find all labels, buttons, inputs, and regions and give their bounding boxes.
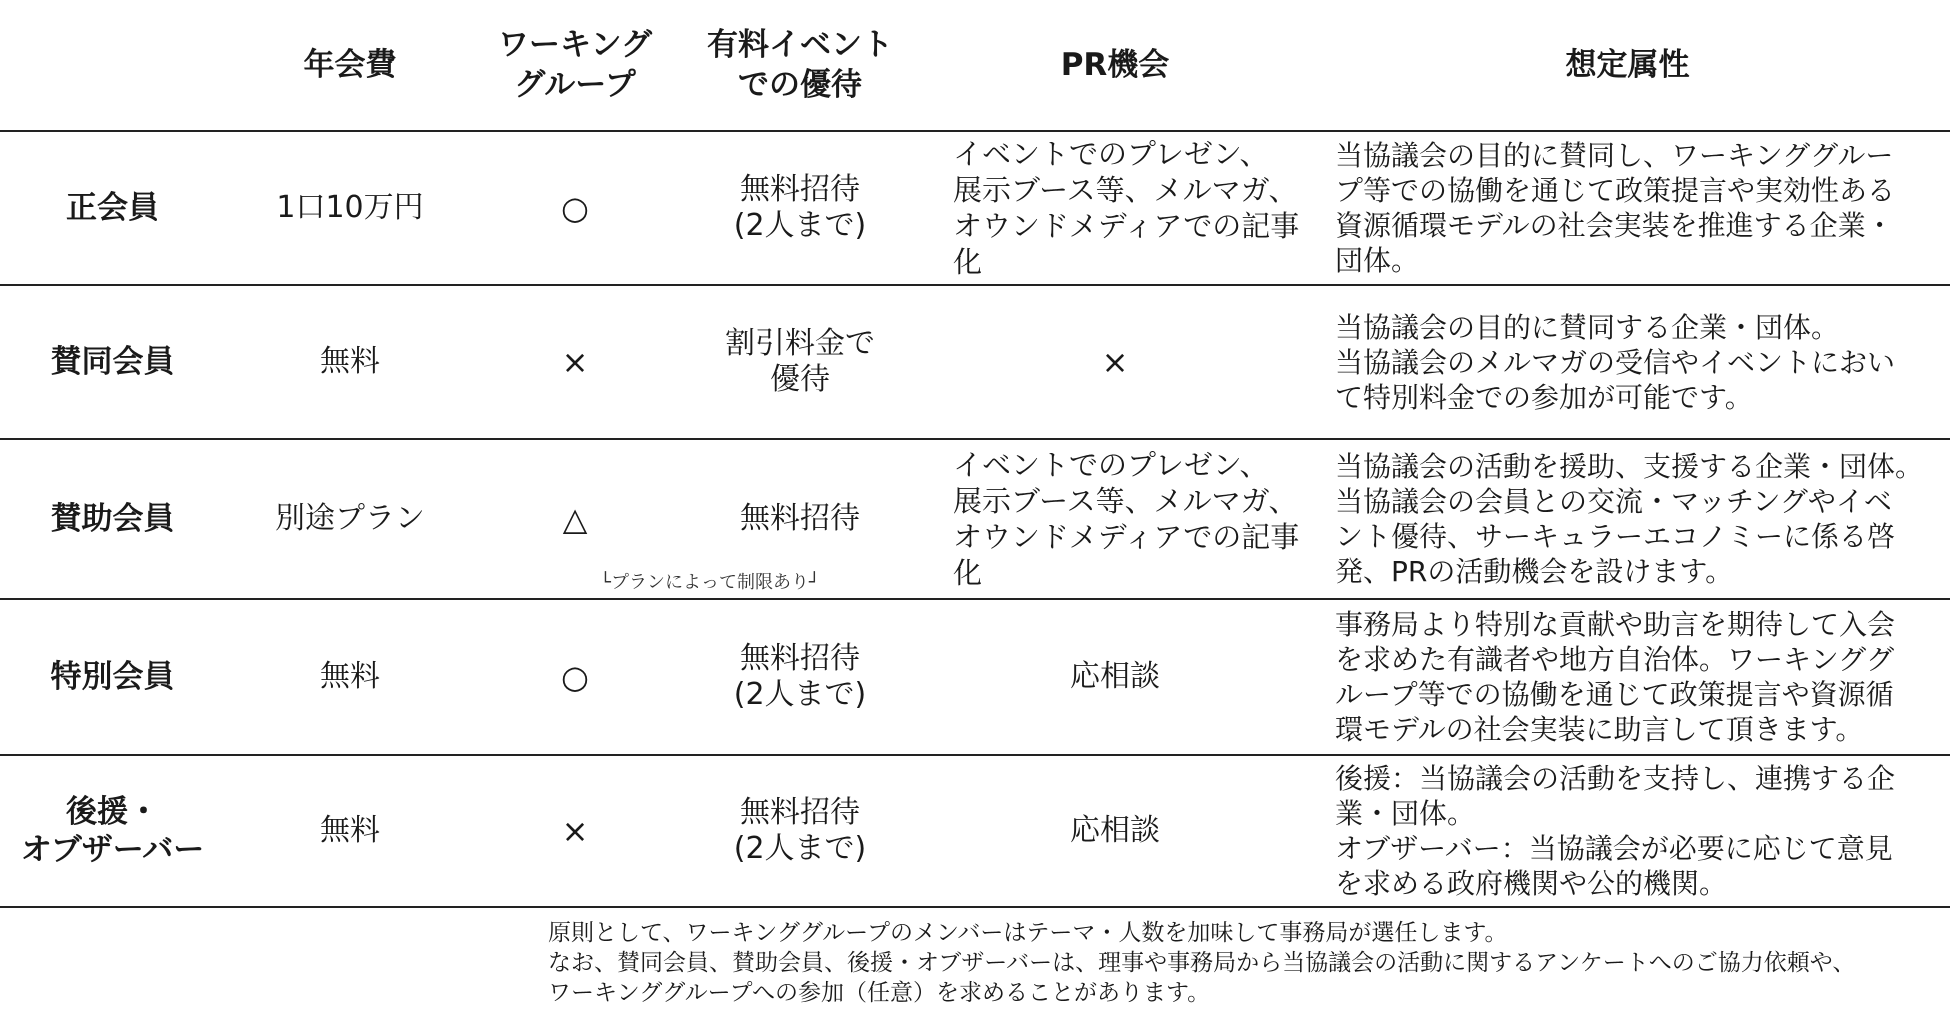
event-benefit-line: 無料招待: [740, 501, 860, 536]
annual-fee-cell: 無料: [225, 755, 475, 907]
member-type-line: 特別会員: [50, 659, 175, 695]
header-event-line1: 有料イベント: [707, 27, 893, 63]
event-benefit-cell: [600, 439, 925, 599]
footnote-line: なお、賛同会員、賛助会員、後援・オブザーバーは、理事や事務局から当協議会の活動に関するアンケートへのご協力依頼や、: [548, 950, 1856, 976]
expected-attributes-line: を求めた有識者や地方自治体。ワーキンググ: [1335, 643, 1895, 676]
footnote-line: 原則として、ワーキンググループのメンバーはテーマ・人数を加味して事務局が選任します。: [548, 920, 1508, 946]
pr-opportunity-cell: [925, 599, 1305, 755]
member-type-line: 後援・: [66, 794, 159, 830]
pr-opportunity-cell: [925, 285, 1305, 439]
event-benefit-line: 優待: [770, 362, 830, 397]
annual-fee-cell: 別途プラン: [225, 439, 475, 599]
member-type-cell: [0, 131, 225, 285]
expected-attributes-cell: [1305, 285, 1950, 439]
expected-attributes-line: 環モデルの社会実装に助言して頂きます。: [1335, 713, 1864, 746]
member-type-cell: [0, 599, 225, 755]
expected-attributes-line: ループ等での協働を通じて政策提言や資源循: [1335, 678, 1894, 711]
working-group-mark: ×: [475, 285, 675, 439]
expected-attributes-line: 資源循環モデルの社会実装を推進する企業・: [1335, 209, 1894, 242]
pr-opportunity-line: ×: [1101, 343, 1129, 381]
expected-attributes-line: 団体。: [1335, 244, 1420, 277]
expected-attributes-text: [1305, 607, 1950, 747]
working-group-mark: ○: [475, 599, 675, 755]
pr-opportunity-line: オウンドメディアでの記事化: [953, 209, 1300, 279]
member-type-line: 賛助会員: [50, 501, 175, 537]
pr-opportunity-line: 応相談: [1070, 813, 1160, 848]
annual-fee-cell: 無料: [225, 285, 475, 439]
expected-attributes-text: [1305, 449, 1950, 589]
expected-attributes-cell: [1305, 131, 1950, 285]
expected-attributes-cell: [1305, 439, 1950, 599]
member-type-line: 正会員: [66, 190, 159, 226]
pr-opportunity-cell: [925, 439, 1305, 599]
event-benefit-line: (2人まで): [733, 208, 867, 243]
expected-attributes-line: て特別料金での参加が可能です。: [1335, 380, 1753, 414]
working-group-mark: ×: [475, 755, 675, 907]
header-working-group-line2: グループ: [514, 67, 636, 103]
plan-limit-note: └プランによって制限あり┘: [600, 572, 820, 593]
expected-attributes-line: 当協議会の目的に賛同し、ワーキンググルー: [1335, 139, 1894, 172]
header-type: [0, 0, 225, 131]
pr-opportunity-cell: [925, 131, 1305, 285]
pr-opportunity-line: 展示ブース等、メルマガ、: [953, 484, 1298, 518]
event-benefit-line: 割引料金で: [725, 326, 875, 361]
expected-attributes-text: [1305, 761, 1950, 901]
table-row: [0, 131, 1950, 285]
footnote-line: ワーキンググループへの参加（任意）を求めることがあります。: [548, 980, 1211, 1006]
expected-attributes-line: プ等での協働を通じて政策提言や実効性ある: [1335, 174, 1896, 207]
expected-attributes-line: 後援：当協議会の活動を支持し、連携する企: [1335, 762, 1896, 795]
header-working-group-line1: ワーキング: [497, 27, 653, 63]
event-benefit-line: (2人まで): [733, 831, 867, 866]
pr-opportunity-text: [925, 447, 1305, 591]
event-benefit-cell: [675, 755, 925, 907]
expected-attributes-line: オブザーバー：当協議会が必要に応じて意見: [1335, 832, 1893, 865]
event-benefit-cell: [675, 131, 925, 285]
annual-fee-cell: 無料: [225, 599, 475, 755]
table-row: [0, 439, 1950, 599]
pr-opportunity-line: オウンドメディアでの記事化: [953, 520, 1300, 590]
header-event: [675, 0, 925, 131]
header-pr: PR機会: [925, 0, 1305, 131]
working-group-mark: △: [475, 439, 675, 599]
pr-opportunity-line: イベントでのプレゼン、: [953, 137, 1269, 171]
working-group-mark: ○: [475, 131, 675, 285]
header-event-line2: での優待: [738, 67, 862, 103]
header-row: [0, 0, 1950, 131]
table-row: [0, 599, 1950, 755]
event-benefit-cell: [675, 285, 925, 439]
expected-attributes-cell: [1305, 755, 1950, 907]
pr-opportunity-line: イベントでのプレゼン、: [953, 448, 1269, 482]
table-row: [0, 755, 1950, 907]
expected-attributes-text: [1305, 310, 1950, 415]
footnote: [548, 918, 1938, 1008]
pr-opportunity-line: 応相談: [1070, 659, 1160, 694]
table-row: [0, 285, 1950, 439]
expected-attributes-line: 事務局より特別な貢献や助言を期待して入会: [1335, 608, 1896, 641]
expected-attributes-line: 当協議会のメルマガの受信やイベントにおい: [1335, 345, 1896, 379]
header-working-group: [475, 0, 675, 131]
member-type-cell: [0, 755, 225, 907]
expected-attributes-line: を求める政府機関や公的機関。: [1335, 867, 1728, 900]
expected-attributes-line: 発、PRの活動機会を設けます。: [1335, 555, 1734, 588]
event-benefit-line: 無料招待: [740, 641, 860, 676]
expected-attributes-text: [1305, 138, 1950, 278]
annual-fee-cell: 1口10万円: [225, 131, 475, 285]
expected-attributes-line: 業・団体。: [1335, 797, 1476, 830]
header-fee: 年会費: [225, 0, 475, 131]
event-benefit-line: (2人まで): [733, 677, 867, 712]
pr-opportunity-cell: [925, 755, 1305, 907]
member-type-cell: [0, 439, 225, 599]
expected-attributes-line: 当協議会の活動を援助、支援する企業・団体。: [1335, 450, 1924, 483]
expected-attributes-line: 当協議会の会員との交流・マッチングやイベ: [1335, 485, 1892, 518]
member-type-line: 賛同会員: [50, 344, 175, 380]
expected-attributes-line: 当協議会の目的に賛同する企業・団体。: [1335, 310, 1840, 344]
expected-attributes-cell: [1305, 599, 1950, 755]
pr-opportunity-text: [925, 136, 1305, 280]
expected-attributes-line: ント優待、サーキュラーエコノミーに係る啓: [1335, 520, 1896, 553]
event-benefit-line: 無料招待: [740, 795, 860, 830]
member-type-line: オブザーバー: [20, 832, 205, 868]
header-attributes: 想定属性: [1305, 0, 1950, 131]
pr-opportunity-line: 展示ブース等、メルマガ、: [953, 173, 1298, 207]
member-type-cell: [0, 285, 225, 439]
event-benefit-cell: [675, 599, 925, 755]
event-benefit-line: 無料招待: [740, 172, 860, 207]
